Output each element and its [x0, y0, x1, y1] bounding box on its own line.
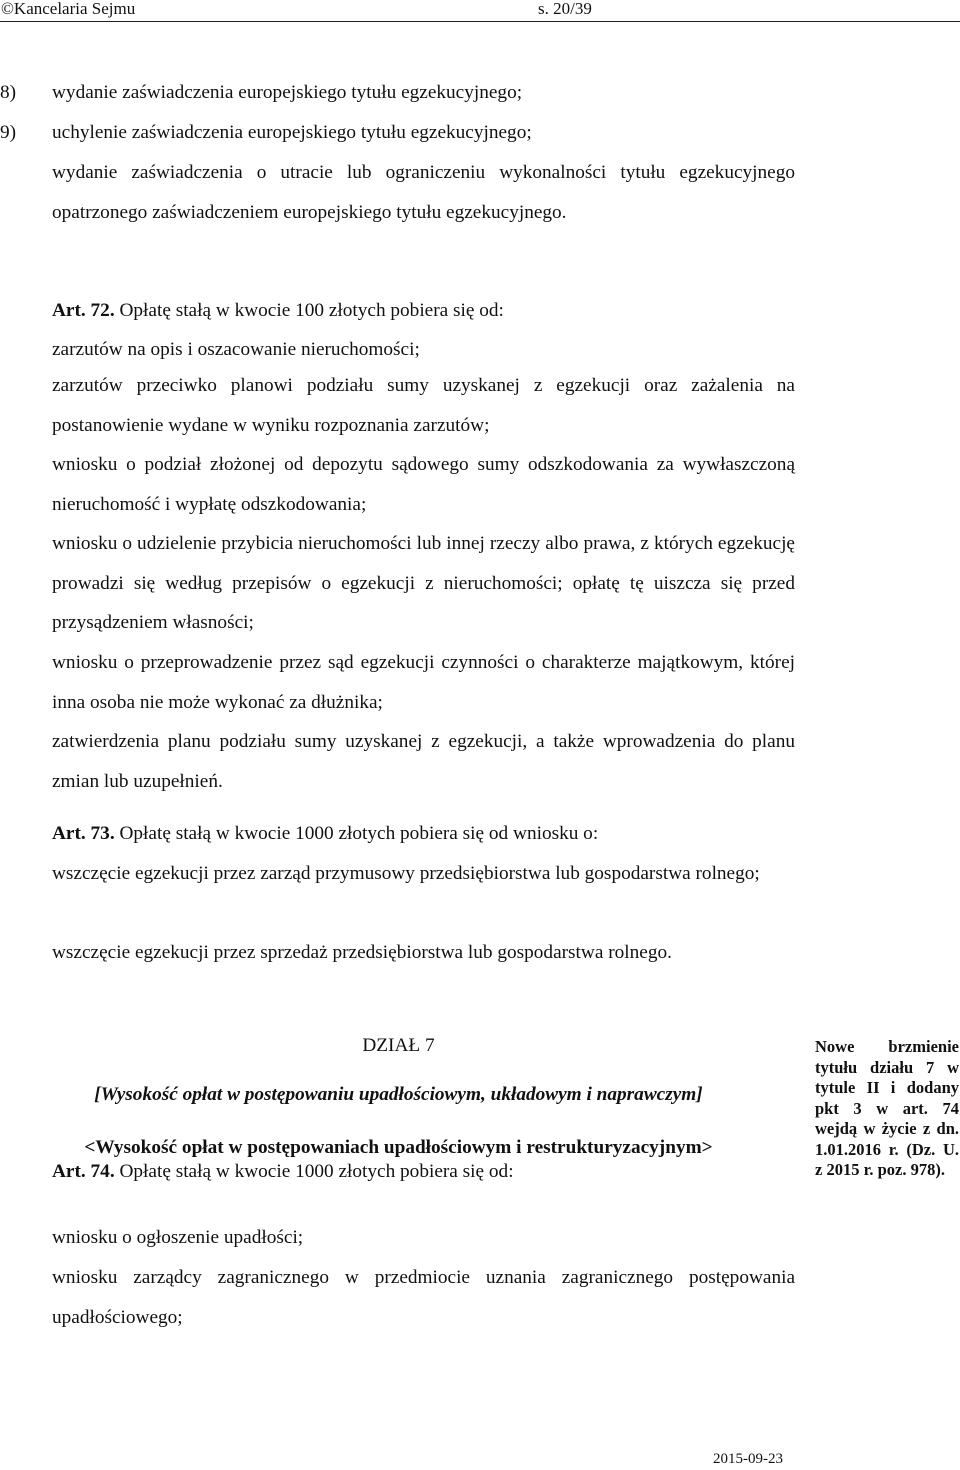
list-item-text: zatwierdzenia planu podziału sumy uzyskanej z egzekucji, a także wprowadzenia do planu zmian lub uzupełnień.	[52, 731, 795, 792]
section-old-title: [Wysokość opłat w postępowaniu upadłościowym, układowym i naprawczym]	[94, 1084, 703, 1105]
header-source: ©Kancelaria Sejmu	[1, 0, 136, 18]
list-item-text: zarzutów na opis i oszacowanie nieruchomości;	[52, 339, 420, 360]
list-item-text: uchylenie zaświadczenia europejskiego tytułu egzekucyjnego;	[52, 122, 532, 143]
list-item	[0, 854, 795, 894]
article-text: Opłatę stałą w kwocie 1000 złotych pobiera się od wniosku o:	[114, 823, 599, 844]
list-item-number	[0, 1258, 52, 1298]
footer-date: 2015-09-23	[713, 1451, 783, 1467]
list-item-text: wniosku o podział złożonej od depozytu sądowego sumy odszkodowania za wywłaszczoną nieruchomość i wypłatę odszkodowania;	[52, 454, 795, 515]
article-74	[52, 1152, 795, 1192]
list-item-number	[0, 153, 52, 193]
article-72	[52, 291, 795, 331]
list-item-number	[0, 524, 52, 564]
list-item-text: wydanie zaświadczenia europejskiego tytułu egzekucyjnego;	[52, 82, 523, 103]
list-item	[0, 524, 795, 643]
page-number: s. 20/39	[538, 0, 592, 18]
list-item-number	[0, 854, 52, 894]
list-item	[0, 153, 795, 232]
list-item	[0, 73, 795, 113]
list-item-text: wszczęcie egzekucji przez zarząd przymusowy przedsiębiorstwa lub gospodarstwa rolnego;	[52, 863, 760, 884]
list-item	[0, 445, 795, 524]
list-item-text: wniosku o przeprowadzenie przez sąd egzekucji czynności o charakterze majątkowym, której inna osoba nie może wykonać za dłużnika;	[52, 652, 795, 713]
list-item-text: wniosku o udzielenie przybicia nieruchomości lub innej rzeczy albo prawa, z których egzekucję prowadzi się według przepisów o egzekucji z nieruchomości; opłatę tę uiszcza się przed przysądzeniem własności;	[52, 533, 795, 633]
list-item	[0, 330, 795, 370]
article-text: Opłatę stałą w kwocie 100 złotych pobiera się od:	[114, 300, 504, 321]
list-item	[0, 722, 795, 801]
list-item	[0, 643, 795, 722]
list-item-number	[0, 366, 52, 406]
list-item-number	[0, 722, 52, 762]
article-label: Art. 72.	[52, 300, 115, 321]
list-item-number: 9)	[0, 122, 17, 143]
margin-note: Nowe brzmienie tytułu działu 7 w tytule II i dodany pkt 3 w art. 74 wejdą w życie z dn. 1.01.2016 r. (Dz. U. z 2015 r. poz. 978).	[815, 1037, 959, 1179]
list-item	[0, 366, 795, 445]
list-item	[0, 1218, 795, 1258]
list-item-number	[0, 330, 52, 370]
article-73	[52, 814, 795, 854]
page-header	[0, 0, 960, 20]
list-item-text: wydanie zaświadczenia o utracie lub ograniczeniu wykonalności tytułu egzekucyjnego opatrzonego zaświadczeniem europejskiego tytułu egzekucyjnego.	[52, 162, 795, 223]
article-label: Art. 73.	[52, 823, 115, 844]
list-item-number	[0, 445, 52, 485]
header-divider	[0, 21, 960, 22]
section-new-title: <Wysokość opłat w postępowaniach upadłościowym i restrukturyzacyjnym>	[84, 1137, 713, 1158]
list-item-number	[0, 643, 52, 683]
list-item-text: wszczęcie egzekucji przez sprzedaż przedsiębiorstwa lub gospodarstwa rolnego.	[52, 942, 672, 963]
list-item-text: zarzutów przeciwko planowi podziału sumy uzyskanej z egzekucji oraz zażalenia na postanowienie wydane w wyniku rozpoznania zarzutów;	[52, 375, 795, 436]
list-item-number: 8)	[0, 82, 17, 103]
list-item	[0, 1258, 795, 1337]
list-item	[0, 113, 795, 153]
list-item-text: wniosku zarządcy zagranicznego w przedmiocie uznania zagranicznego postępowania upadłościowego;	[52, 1267, 795, 1328]
list-item	[0, 933, 795, 973]
article-label: Art. 74.	[52, 1161, 115, 1182]
list-item-text: wniosku o ogłoszenie upadłości;	[52, 1227, 304, 1248]
list-item-number	[0, 933, 52, 973]
list-item-number	[0, 1218, 52, 1258]
article-text: Opłatę stałą w kwocie 1000 złotych pobiera się od:	[114, 1161, 514, 1182]
section-heading: DZIAŁ 7	[362, 1035, 435, 1056]
